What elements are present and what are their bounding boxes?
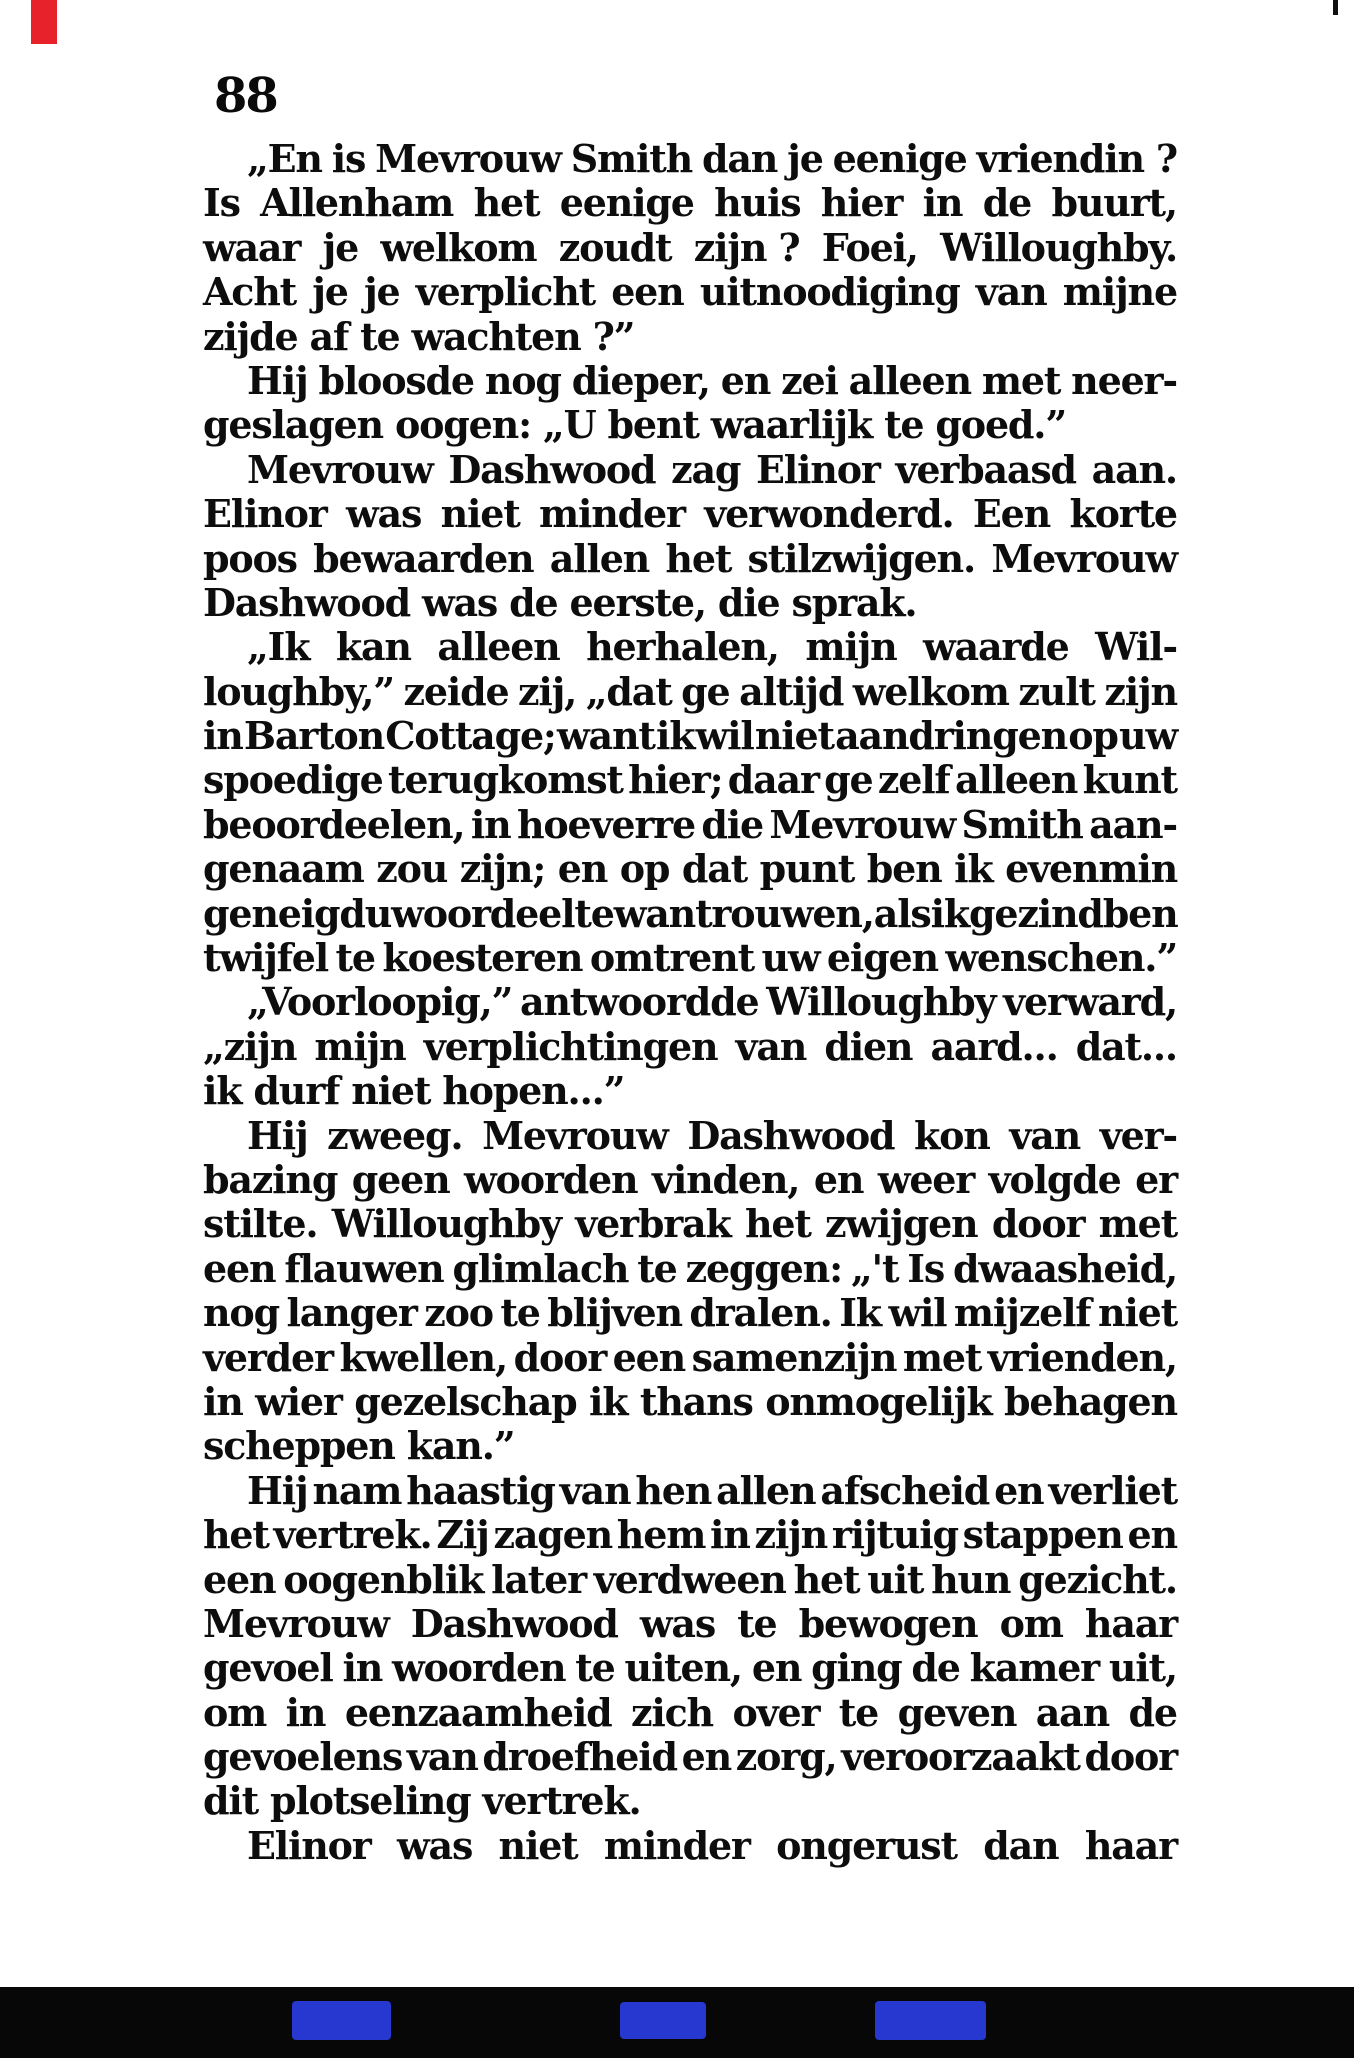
- text-line: Elinor was niet minder verwonderd. Een korte: [203, 491, 1177, 537]
- text-line: „En is Mevrouw Smith dan je eenige vriendin ?: [247, 136, 1177, 181]
- text-line: bazing geen woorden vinden, en weer volgde er: [203, 1156, 1177, 1202]
- text-line: verder kwellen, door een samenzijn met vrienden,: [203, 1334, 1177, 1380]
- scanner-bed-bar: [0, 1987, 1354, 2058]
- text-line: twijfel te koesteren omtrent uw eigen wenschen.”: [203, 935, 1177, 981]
- text-line: Hij bloosde nog dieper, en zei alleen met neer-: [247, 357, 1177, 403]
- text-line: Elinor was niet minder ongerust dan haar: [247, 1822, 1177, 1868]
- text-line: Mevrouw Dashwood zag Elinor verbaasd aan.: [247, 446, 1177, 492]
- text-line: „zijn mijn verplichtingen van dien aard... dat...: [203, 1023, 1177, 1069]
- text-line: „Voorloopig,” antwoordde Willoughby verward,: [247, 979, 1177, 1025]
- text-line: scheppen kan.”: [203, 1423, 515, 1469]
- text-line: geslagen oogen: „U bent waarlijk te goed.”: [203, 402, 1066, 448]
- text-line: loughby,” zeide zij, „dat ge altijd welkom zult zijn: [203, 668, 1177, 714]
- text-line: „Ik kan alleen herhalen, mijn waarde Wil-: [247, 624, 1177, 670]
- text-line: in Barton Cottage; want ik wil niet aandringen op uw: [203, 713, 1177, 759]
- text-line: genaam zou zijn; en op dat punt ben ik evenmin: [203, 846, 1177, 892]
- text-line: nog langer zoo te blijven dralen. Ik wil mijzelf niet: [203, 1290, 1177, 1336]
- text-line: beoordeelen, in hoeverre die Mevrouw Smith aan-: [203, 801, 1177, 847]
- text-line: in wier gezelschap ik thans onmogelijk behagen: [203, 1378, 1177, 1424]
- text-line: gevoelens van droefheid en zorg, veroorzaakt door: [203, 1734, 1177, 1780]
- text-line: om in eenzaamheid zich over te geven aan de: [203, 1689, 1177, 1735]
- text-line: spoedige terugkomst hier; daar ge zelf alleen kunt: [203, 757, 1177, 803]
- text-block: [203, 137, 1177, 1868]
- text-line: geneigd uw oordeel te wantrouwen, als ik gezind ben: [203, 890, 1178, 936]
- page-number: 88: [214, 68, 277, 124]
- text-line: gevoel in woorden te uiten, en ging de kamer uit,: [203, 1645, 1177, 1691]
- text-line: ik durf niet hopen...”: [203, 1068, 625, 1114]
- scan-fragment: [292, 2001, 391, 2040]
- text-line: Hij nam haastig van hen allen afscheid en verliet: [247, 1467, 1177, 1513]
- text-line: een flauwen glimlach te zeggen: „'t Is dwaasheid,: [203, 1245, 1177, 1291]
- text-line: Hij zweeg. Mevrouw Dashwood kon van ver-: [247, 1112, 1177, 1158]
- text-line: Dashwood was de eerste, die sprak.: [203, 579, 917, 625]
- text-line: waar je welkom zoudt zijn ? Foei, Willoughby.: [203, 224, 1177, 270]
- scan-fragment: [620, 2002, 706, 2039]
- text-line: Is Allenham het eenige huis hier in de buurt,: [203, 180, 1177, 226]
- red-scan-mark: [31, 0, 57, 44]
- text-line: zijde af te wachten ?”: [203, 313, 635, 359]
- scanner-edge-tick: [1333, 0, 1338, 15]
- text-line: stilte. Willoughby verbrak het zwijgen door met: [203, 1201, 1177, 1247]
- text-line: Mevrouw Dashwood was te bewogen om haar: [203, 1600, 1177, 1646]
- text-line: het vertrek. Zij zagen hem in zijn rijtuig stappen en: [203, 1512, 1177, 1558]
- text-line: poos bewaarden allen het stilzwijgen. Mevrouw: [203, 535, 1177, 581]
- text-line: een oogenblik later verdween het uit hun gezicht.: [203, 1556, 1177, 1602]
- scan-fragment: [875, 2001, 986, 2040]
- text-line: Acht je je verplicht een uitnoodiging van mijne: [203, 269, 1177, 315]
- text-line: dit plotseling vertrek.: [203, 1778, 641, 1824]
